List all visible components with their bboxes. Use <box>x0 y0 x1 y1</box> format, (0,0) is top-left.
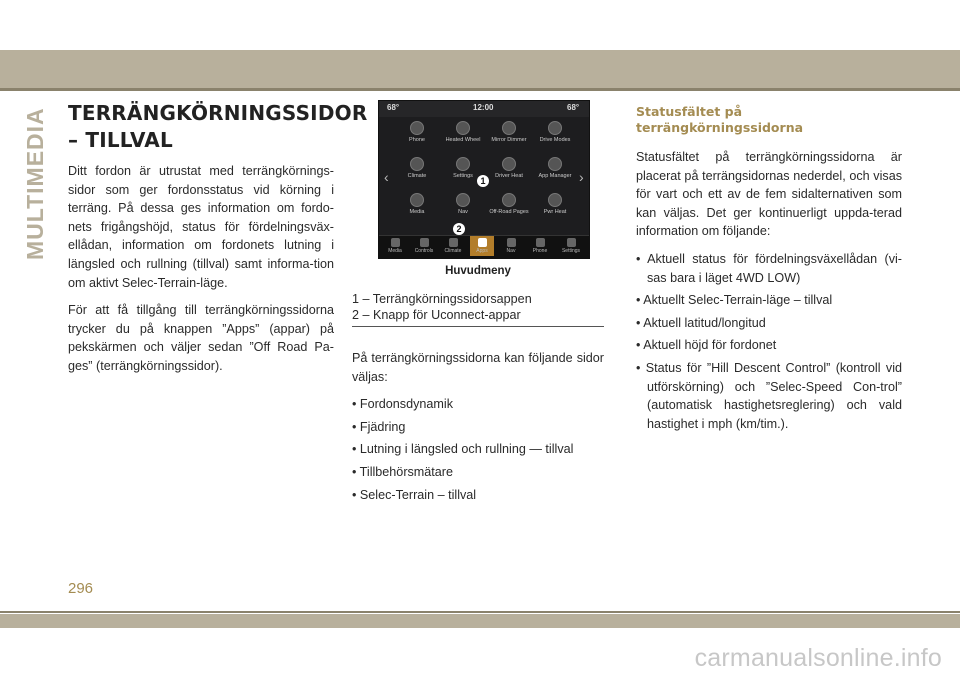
heated-wheel-icon <box>456 121 470 135</box>
mirror-icon <box>502 121 516 135</box>
list-item: • Status för ”Hill Descent Control” (kontroll vid utförskörning) och ”Selec-Speed Con-trol” (automatisk hastighetsreglering) och vald hastighet i mph (km/tim.). <box>636 360 902 431</box>
controls-icon <box>420 238 429 247</box>
phone-icon <box>410 121 424 135</box>
watermark: carmanualsonline.info <box>694 644 942 672</box>
section-side-label: MULTIMEDIA <box>22 107 48 260</box>
screen-status-bar <box>379 101 589 117</box>
list-item: • Fjädring <box>352 419 406 434</box>
drive-modes-icon <box>548 121 562 135</box>
app-heated-wheel: Heated Wheel <box>443 121 483 155</box>
callout-1: 1 <box>477 175 489 187</box>
list-item: • Aktuell latitud/longitud <box>636 315 766 330</box>
screen-bottom-bar <box>379 235 589 258</box>
list-item: • Lutning i längsled och rullning — tillval <box>352 442 574 457</box>
intro-paragraph: Ditt fordon är utrustat med terrängkörnings-sidor som ger fordonsstatus vid körning i terräng. På dessa ges information om fordo-nets frigångshöjd, status för fördelningsväx-ellådan, information om fordonets lutning i längsled och rullning (tillval) samt informa-tion om aktivt Selec-Terrain-läge. <box>68 164 334 290</box>
touchscreen-image <box>378 100 590 259</box>
left-column <box>68 100 368 385</box>
app-drive-modes: Drive Modes <box>535 121 575 155</box>
climate-fan-icon <box>449 238 458 247</box>
app-manager-icon <box>548 157 562 171</box>
bottom-climate: Climate <box>441 238 465 254</box>
app-app-manager: App Manager <box>535 157 575 191</box>
access-paragraph: För att få tillgång till terrängkörningssidorna trycker du på knappen ”Apps” (appar) på pekskärmen och väljer sedan ”Off Road Pa-ges” (terrängkörningssidor). <box>68 303 334 373</box>
apps-icon <box>478 238 487 247</box>
legend-rule <box>352 326 604 327</box>
right-column <box>636 104 902 437</box>
title-line-1: TERRÄNGKÖRNINGSSIDOR <box>68 101 368 125</box>
screen-right-arrow-icon: › <box>579 169 584 185</box>
bottom-media: Media <box>383 238 407 254</box>
music-note-icon <box>410 193 424 207</box>
gear-icon <box>567 238 576 247</box>
screen-app-grid <box>397 121 575 227</box>
list-item: • Aktuellt Selec-Terrain-läge – tillval <box>636 293 833 308</box>
footer-rule <box>0 611 960 613</box>
screen-temp-right: 68° <box>567 103 580 112</box>
climate-icon <box>410 157 424 171</box>
section-subtitle: Statusfältet på terrängkörningssidorna <box>636 104 804 135</box>
app-settings: Settings <box>443 157 483 191</box>
nav-icon <box>507 238 516 247</box>
app-media: Media <box>397 193 437 227</box>
bottom-controls: Controls <box>412 238 436 254</box>
list-item: • Aktuell status för fördelningsväxellådan (vi-sas bara i läget 4WD LOW) <box>636 251 902 285</box>
pages-list <box>352 395 604 504</box>
list-item: • Selec-Terrain – tillval <box>352 487 477 502</box>
page-title <box>68 100 368 154</box>
app-climate: Climate <box>397 157 437 191</box>
legend-item-2: 2 – Knapp för Uconnect-appar <box>352 308 521 322</box>
list-item: • Fordonsdynamik <box>352 397 454 412</box>
callout-2: 2 <box>453 223 465 235</box>
app-phone: Phone <box>397 121 437 155</box>
bottom-apps: Apps <box>470 236 494 256</box>
app-off-road-pages: Off-Road Pages <box>489 193 529 227</box>
bottom-nav: Nav <box>499 238 523 254</box>
app-nav: Nav <box>443 193 483 227</box>
list-item: • Aktuell höjd för fordonet <box>636 338 777 353</box>
list-item: • Tillbehörsmätare <box>352 464 454 479</box>
phone-handset-icon <box>536 238 545 247</box>
header-stripe <box>0 50 960 88</box>
page-number: 296 <box>68 580 94 597</box>
off-road-icon <box>502 193 516 207</box>
header-rule <box>0 88 960 91</box>
title-line-2: – TILLVAL <box>68 128 173 152</box>
top-margin <box>0 0 960 50</box>
legend-item-1: 1 – Terrängkörningssidorsappen <box>352 292 532 306</box>
bottom-settings: Settings <box>559 238 583 254</box>
footer-stripe <box>0 614 960 628</box>
driver-heat-icon <box>502 157 516 171</box>
app-mirror-dimmer: Mirror Dimmer <box>489 121 529 155</box>
app-driver-heat: Driver Heat <box>489 157 529 191</box>
nav-compass-icon <box>456 193 470 207</box>
media-icon <box>391 238 400 247</box>
settings-icon <box>456 157 470 171</box>
bottom-phone: Phone <box>528 238 552 254</box>
status-list <box>636 250 902 433</box>
figure-caption: Huvudmeny <box>445 265 511 277</box>
screen-temp-left: 68° <box>387 103 400 112</box>
status-bar-paragraph: Statusfältet på terrängkörningssidorna är placerat på terrängsidornas nederdel, och visas för vart och ett av de fem sidalternativen som kan väljas. Det ger kontinuerligt uppda-terad information om följande: <box>636 150 902 239</box>
pages-intro: På terrängkörningssidorna kan följande sidor väljas: <box>352 351 604 384</box>
pwr-heat-icon <box>548 193 562 207</box>
app-pwr-heat: Pwr Heat <box>535 193 575 227</box>
middle-column <box>352 100 604 508</box>
screen-clock: 12:00 <box>473 103 494 112</box>
screen-left-arrow-icon: ‹ <box>384 169 389 185</box>
